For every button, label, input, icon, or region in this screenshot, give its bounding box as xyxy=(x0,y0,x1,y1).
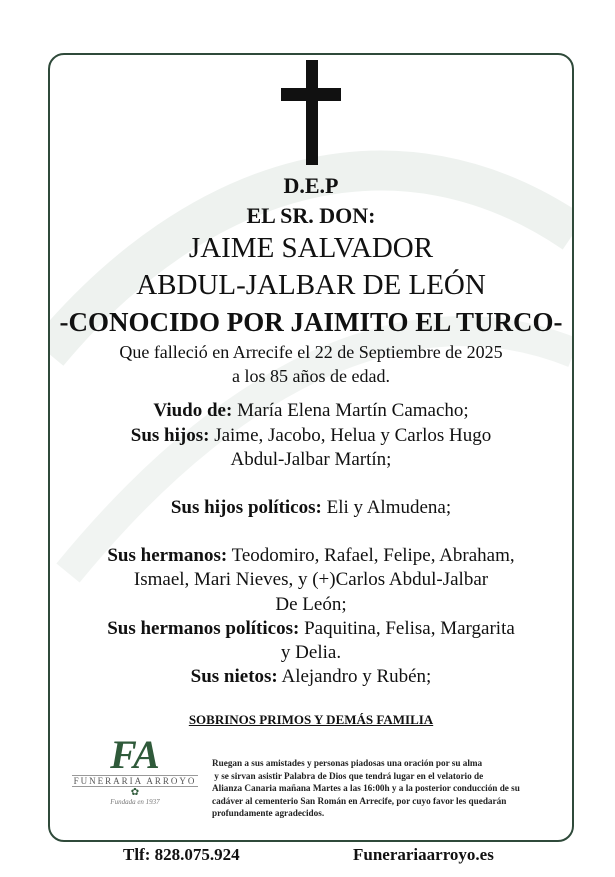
sibling-inlaws-line xyxy=(48,618,574,640)
death-line-2: a los 85 años de edad. xyxy=(232,366,390,386)
website[interactable]: Funerariaarroyo.es xyxy=(353,845,494,864)
title-heading: EL SR. DON: xyxy=(246,203,376,228)
grandchildren-line xyxy=(48,666,574,688)
dep-heading: D.E.P xyxy=(283,173,339,198)
children-label: Sus hijos: xyxy=(130,425,210,446)
children-line xyxy=(48,425,574,447)
flower-icon: ✿ xyxy=(130,787,140,798)
sibling-inlaws-label: Sus hermanos políticos: xyxy=(107,618,300,639)
grandchildren-label: Sus nietos: xyxy=(190,666,278,687)
sibling-inlaws-value: Paquitina, Felisa, Margarita xyxy=(299,618,515,639)
death-line-1: Que falleció en Arrecife el 22 de Septiembre de 2025 xyxy=(119,342,503,362)
widower-value: María Elena Martín Camacho; xyxy=(232,400,469,421)
prayer-line: y se sirvan asistir Palabra de Dios que tendrá lugar en el velatorio de xyxy=(212,770,484,781)
logo-monogram: FA xyxy=(110,732,160,777)
prayer-line: profundamente agradecidos. xyxy=(212,808,325,819)
funeraria-logo xyxy=(72,732,198,815)
prayer-text xyxy=(212,757,592,820)
phone-number: Tlf: 828.075.924 xyxy=(123,845,240,864)
logo-name: FUNERARIA ARROYO xyxy=(73,776,197,786)
other-family: SOBRINOS PRIMOS Y DEMÁS FAMILIA xyxy=(188,712,434,727)
children-line-2: Abdul-Jalbar Martín; xyxy=(230,449,392,470)
siblings-label: Sus hermanos: xyxy=(107,545,228,566)
nickname: -CONOCIDO POR JAIMITO EL TURCO- xyxy=(59,307,563,337)
name-line-2: ABDUL-JALBAR DE LEÓN xyxy=(136,269,486,301)
sibling-inlaws-line-2: y Delia. xyxy=(280,642,342,663)
siblings-value: Teodomiro, Rafael, Felipe, Abraham, xyxy=(227,545,515,566)
siblings-line-3: De León; xyxy=(275,594,347,615)
siblings-line xyxy=(48,545,574,567)
children-inlaws-line xyxy=(48,497,574,519)
children-value: Jaime, Jacobo, Helua y Carlos Hugo xyxy=(209,425,492,446)
grandchildren-value: Alejandro y Rubén; xyxy=(277,666,432,687)
prayer-line: cadáver al cementerio San Román en Arrecife, por cuyo favor les quedarán xyxy=(212,795,507,806)
inlaws-label: Sus hijos políticos: xyxy=(170,497,322,518)
inlaws-value: Eli y Almudena; xyxy=(321,497,452,518)
logo-since: Fundada en 1937 xyxy=(110,798,160,806)
prayer-line: Alianza Canaria mañana Martes a las 16:00h y a la posterior conducción de su xyxy=(212,783,520,794)
siblings-line-2: Ismael, Mari Nieves, y (+)Carlos Abdul-Jalbar xyxy=(133,569,489,590)
name-line-1: JAIME SALVADOR xyxy=(188,232,434,264)
prayer-line: Ruegan a sus amistades y personas piadosas una oración por su alma xyxy=(212,758,483,768)
widower-label: Viudo de: xyxy=(153,400,233,421)
widower-line xyxy=(48,400,574,422)
